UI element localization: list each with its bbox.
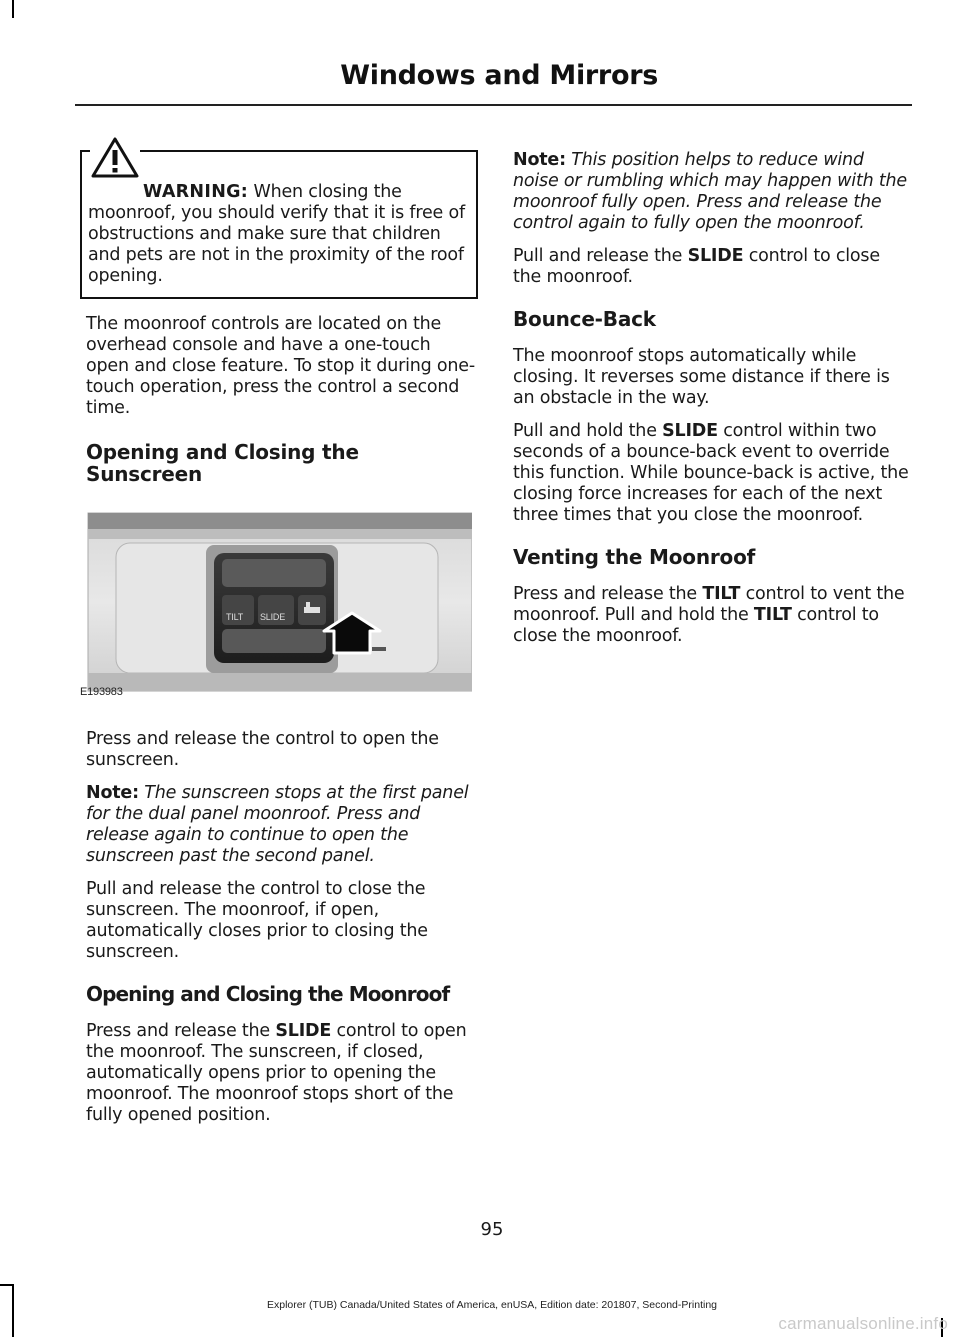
- moonroof-control-figure: [80, 503, 472, 705]
- slide-control-label: SLIDE: [662, 421, 718, 441]
- note-label: Note:: [86, 783, 139, 803]
- page-title: Windows and Mirrors: [340, 60, 658, 91]
- note-position: [513, 150, 909, 234]
- crop-mark-top-left: [12, 0, 14, 18]
- moonroof-close-paragraph: Pull and release the SLIDE control to close the moonroof.: [513, 246, 880, 287]
- right-column: [513, 150, 909, 659]
- heading-bounce-back: Bounce-Back: [513, 307, 656, 331]
- figure-code: E193983: [80, 686, 123, 698]
- left-column: [80, 150, 478, 1138]
- bounce-paragraph-1: The moonroof stops automatically while closing. It reverses some distance if there is an obstacle in the way.: [513, 346, 890, 408]
- tilt-control-label: TILT: [702, 584, 741, 604]
- overhead-console-illustration: [80, 503, 472, 705]
- intro-paragraph: The moonroof controls are located on the overhead console and have a one-touch open and close feature. To stop it during one-touch operation, press the control a second time.: [86, 314, 475, 418]
- button-label-slide: SLIDE: [260, 612, 286, 622]
- slide-control-label: SLIDE: [275, 1021, 332, 1041]
- heading-moonroof: Opening and Closing the Moonroof: [86, 982, 450, 1006]
- title-rule: [75, 104, 912, 106]
- sunscreen-close-paragraph: Pull and release the control to close the sunscreen. The moonroof, if open, automatically closes prior to closing the sunscreen.: [86, 879, 428, 962]
- warning-box: [80, 150, 478, 299]
- note-body: This position helps to reduce wind noise or rumbling which may happen with the moonroof fully open. Press and release the control again to fully open the moonroof.: [513, 150, 907, 233]
- venting-paragraph: Press and release the TILT control to vent the moonroof. Pull and hold the TILT control to close the moonroof.: [513, 584, 905, 646]
- tilt-control-label: TILT: [753, 605, 792, 625]
- bounce-paragraph-2: Pull and hold the SLIDE control within two seconds of a bounce-back event to override this function. While bounce-back is active, the closing force increases for each of the next three times that you close the moonroof.: [513, 421, 909, 525]
- crop-mark-bottom-left-h: [0, 1284, 14, 1286]
- note-body: The sunscreen stops at the first panel for the dual panel moonroof. Press and release again to continue to open the sunscreen past the second panel.: [86, 783, 469, 866]
- note-label: Note:: [513, 150, 566, 170]
- note-sunscreen: [86, 783, 478, 867]
- watermark: carmanualsonline.info: [778, 1314, 948, 1333]
- heading-sunscreen: Opening and Closing the Sunscreen: [86, 440, 359, 486]
- warning-label: WARNING:: [143, 182, 249, 202]
- page-number: 95: [480, 1219, 504, 1240]
- slide-control-label: SLIDE: [687, 246, 744, 266]
- sunscreen-open-paragraph: Press and release the control to open the sunscreen.: [86, 729, 439, 770]
- warning-triangle-icon: [90, 136, 140, 180]
- footer-edition-text: Explorer (TUB) Canada/United States of America, enUSA, Edition date: 201807, Second-Printing: [267, 1299, 717, 1311]
- warning-body: When closing the moonroof, you should verify that it is free of obstructions and make sure that children and pets are not in the proximity of the roof opening.: [88, 182, 465, 286]
- button-label-tilt: TILT: [226, 612, 244, 622]
- moonroof-open-paragraph: Press and release the SLIDE control to open the moonroof. The sunscreen, if closed, automatically opens prior to opening the moonroof. The moonroof stops short of the fully opened position.: [86, 1021, 467, 1125]
- heading-venting: Venting the Moonroof: [513, 545, 756, 569]
- warning-text: [88, 182, 470, 287]
